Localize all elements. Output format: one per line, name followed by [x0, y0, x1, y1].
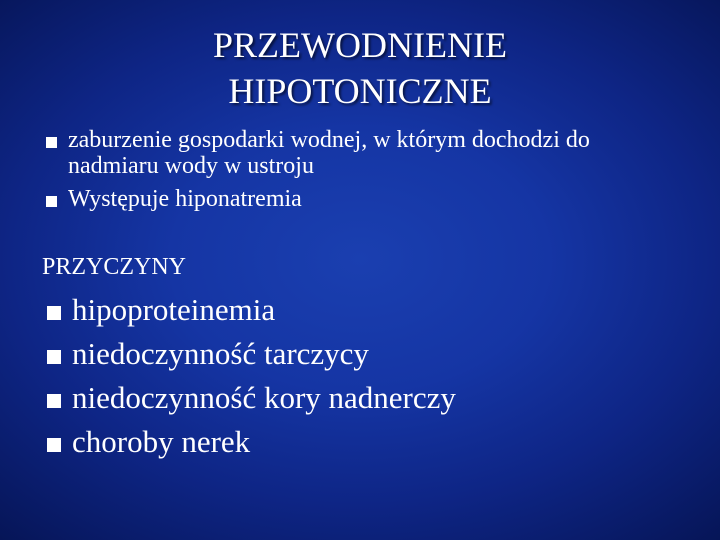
cause-item: [46, 420, 706, 464]
cause-label: niedoczynność tarczycy: [72, 336, 369, 371]
definition-item: [44, 127, 704, 179]
cause-label: hipoproteinemia: [72, 292, 276, 327]
definition-item-line: zaburzenie gospodarki wodnej, w którym dochodzi do: [68, 127, 590, 153]
slide-title: [0, 22, 720, 114]
cause-label: niedoczynność kory nadnerczy: [72, 380, 456, 415]
definition-item-line: Występuje hiponatremia: [68, 186, 302, 212]
square-bullet-icon: [47, 394, 61, 408]
square-bullet-icon: [47, 306, 61, 320]
definition-item-line: nadmiaru wody w ustroju: [68, 153, 314, 179]
cause-item: [46, 288, 706, 332]
square-bullet-icon: [47, 350, 61, 364]
causes-list: [46, 288, 706, 464]
cause-item: [46, 376, 706, 420]
cause-label: choroby nerek: [72, 424, 251, 459]
square-bullet-icon: [46, 137, 57, 148]
square-bullet-icon: [47, 438, 61, 452]
title-line-1: PRZEWODNIENIE: [213, 25, 507, 65]
cause-item: [46, 332, 706, 376]
title-line-2: HIPOTONICZNE: [228, 71, 492, 111]
square-bullet-icon: [46, 196, 57, 207]
section-heading: PRZYCZYNY: [42, 254, 187, 280]
definition-item: [44, 186, 704, 212]
definition-list: [44, 127, 704, 219]
